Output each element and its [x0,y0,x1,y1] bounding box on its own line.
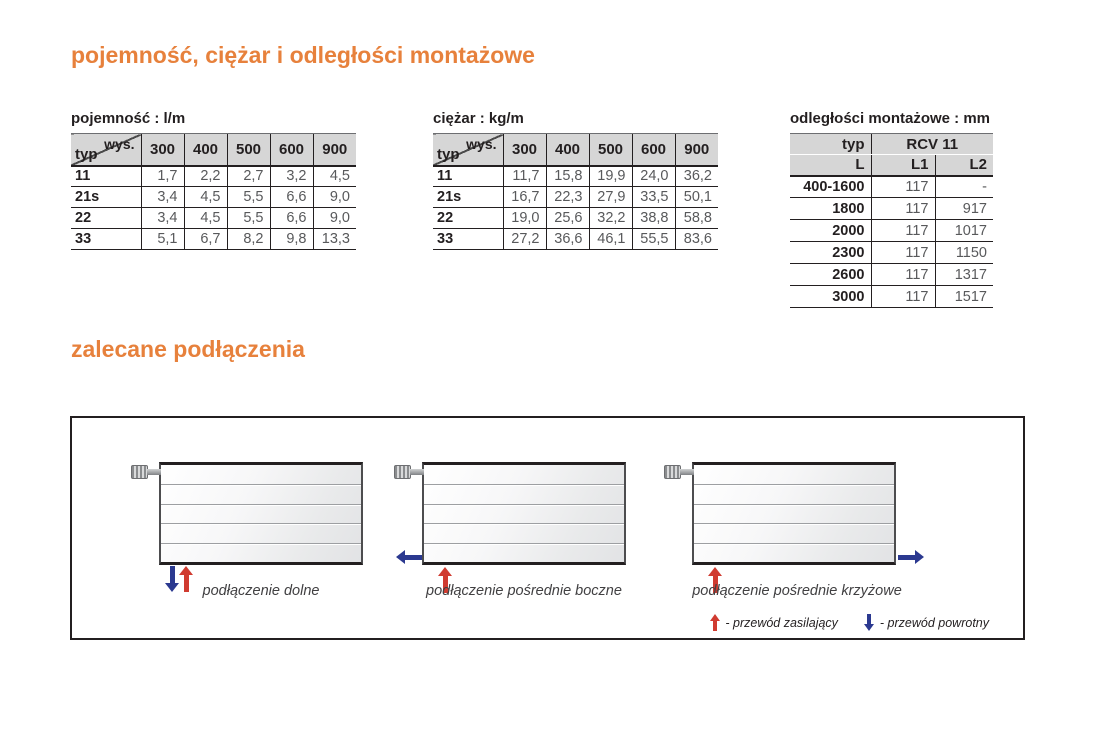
cell: 1150 [935,242,993,264]
table-row [790,242,993,264]
cell: 4,5 [184,187,227,208]
page-title: pojemność, ciężar i odległości montażowe [71,42,535,68]
cell: 27,9 [589,187,632,208]
cell: 1,7 [141,166,184,187]
thermostatic-valve-icon [664,465,694,480]
col-header: 500 [589,134,632,166]
row-label: 33 [437,231,454,247]
cell: 6,7 [184,229,227,250]
weight-table-title: ciężar : kg/m [433,110,524,127]
down-arrow-icon [864,614,875,631]
cell: 2,2 [184,166,227,187]
connections-diagram [70,416,1025,640]
cell: 27,2 [503,229,546,250]
cell: 3,4 [141,208,184,229]
cell: 36,6 [546,229,589,250]
cell: - [935,176,993,198]
legend-return [864,614,989,631]
row-label: 21s [75,189,100,205]
l-header: L [790,155,871,176]
cell: 117 [871,286,935,308]
distances-header-row-1 [790,134,993,155]
corner-cell [433,134,503,166]
diagram-legend [709,614,989,631]
cell: 1017 [935,220,993,242]
cell: 19,9 [589,166,632,187]
typ-header: typ [790,134,871,155]
table-row [71,208,356,229]
cell: 24,0 [632,166,675,187]
table-row [433,187,718,208]
table-row [790,286,993,308]
col-header: 400 [184,134,227,166]
caption-bottom-connection: podłączenie dolne [202,583,320,599]
cell: 917 [935,198,993,220]
cell: 117 [871,264,935,286]
cell: 3,4 [141,187,184,208]
cell: 117 [871,242,935,264]
model-header: RCV 11 [871,134,993,155]
right-arrow-icon [898,550,924,564]
thermostatic-valve-icon [394,465,424,480]
cell: 83,6 [675,229,718,250]
row-label: 1800 [832,200,865,217]
cell: 4,5 [184,208,227,229]
col-header: 400 [546,134,589,166]
cell: 5,5 [227,187,270,208]
cell: 16,7 [503,187,546,208]
corner-label-typ: typ [75,145,98,163]
distances-header-row-2 [790,155,993,176]
cell: 9,0 [313,187,356,208]
col-header: 600 [632,134,675,166]
cell: 117 [871,198,935,220]
cell: 6,6 [270,187,313,208]
corner-label-wys: wys. [104,136,135,152]
row-label: 33 [75,231,92,247]
cell: 117 [871,176,935,198]
row-label: 11 [437,168,453,185]
cell: 50,1 [675,187,718,208]
corner-label-typ: typ [437,145,460,163]
cell: 46,1 [589,229,632,250]
row-label: 22 [437,210,454,226]
radiator-cross-connection [692,462,896,565]
table-row [71,229,356,250]
cell: 58,8 [675,208,718,229]
legend-return-label: - przewód powrotny [879,615,989,630]
caption-cross-connection: podłączenie pośrednie krzyżowe [692,583,902,599]
thermostatic-valve-icon [131,465,161,480]
cell: 5,5 [227,208,270,229]
cell: 19,0 [503,208,546,229]
table-row [71,166,356,187]
cell: 22,3 [546,187,589,208]
capacity-table [71,133,356,250]
table-row [433,229,718,250]
cell: 117 [871,220,935,242]
cell: 2,7 [227,166,270,187]
row-label: 2600 [832,266,865,283]
col-header: 900 [675,134,718,166]
distances-table [790,133,993,308]
table-row [71,187,356,208]
distances-table-section [790,110,993,308]
cell: 32,2 [589,208,632,229]
table-row [433,166,718,187]
cell: 6,6 [270,208,313,229]
weight-table [433,133,718,250]
row-label: 2000 [832,222,865,239]
cell: 3,2 [270,166,313,187]
cell: 9,8 [270,229,313,250]
capacity-header-row [71,134,356,166]
cell: 4,5 [313,166,356,187]
cell: 9,0 [313,208,356,229]
cell: 11,7 [503,166,546,187]
row-label: 3000 [832,288,865,305]
radiator-bottom-connection [159,462,363,565]
left-arrow-icon [396,550,422,564]
l2-header: L2 [935,155,993,176]
col-header: 300 [141,134,184,166]
cell: 5,1 [141,229,184,250]
corner-label-wys: wys. [466,136,497,152]
row-label: 400-1600 [803,178,865,195]
cell: 33,5 [632,187,675,208]
cell: 8,2 [227,229,270,250]
cell: 1517 [935,286,993,308]
table-row [433,208,718,229]
cell: 15,8 [546,166,589,187]
corner-cell [71,134,141,166]
row-label: 21s [437,189,462,205]
col-header: 600 [270,134,313,166]
section-title-connections: zalecane podłączenia [71,336,305,362]
distances-table-title: odległości montażowe : mm [790,110,991,127]
row-label: 22 [75,210,92,226]
col-header: 900 [313,134,356,166]
table-row [790,198,993,220]
caption-side-connection: podłączenie pośrednie boczne [426,583,622,599]
up-arrow-icon [709,614,720,631]
capacity-table-title: pojemność : l/m [71,110,186,127]
cell: 1317 [935,264,993,286]
cell: 13,3 [313,229,356,250]
radiator-side-connection [422,462,626,565]
cell: 25,6 [546,208,589,229]
weight-header-row [433,134,718,166]
col-header: 300 [503,134,546,166]
weight-table-section [433,110,718,250]
capacity-table-section [71,110,356,250]
col-header: 500 [227,134,270,166]
row-label: 2300 [832,244,865,261]
row-label: 11 [75,168,91,185]
cell: 55,5 [632,229,675,250]
legend-supply-label: - przewód zasilający [725,615,838,630]
table-row [790,220,993,242]
l1-header: L1 [871,155,935,176]
table-row [790,264,993,286]
table-row [790,176,993,198]
legend-supply [709,614,838,631]
cell: 38,8 [632,208,675,229]
cell: 36,2 [675,166,718,187]
